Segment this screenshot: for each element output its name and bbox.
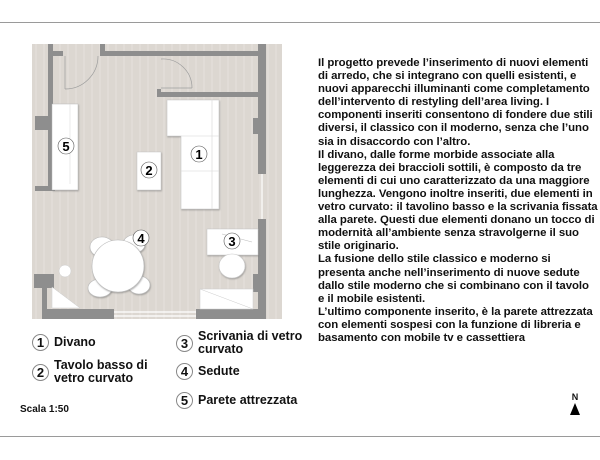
legend-label: Sedute [198, 364, 240, 378]
north-indicator [568, 393, 582, 415]
plan-marker-4 [133, 230, 149, 246]
svg-text:4: 4 [137, 231, 145, 246]
plan-marker-2 [141, 162, 157, 178]
plan-marker-3 [224, 233, 240, 249]
legend-item-divano [32, 334, 96, 351]
tavolo [92, 240, 144, 292]
north-label: N [571, 392, 579, 402]
bottom-rule [0, 436, 600, 437]
svg-text:3: 3 [228, 234, 236, 249]
scale-label: Scala 1:50 [20, 404, 69, 415]
legend-badge: 1 [32, 334, 49, 351]
description-paragraph: L’ultimo componente inserito, è la parete attrezzata con elementi sospesi con la funzione di libreria e basamento con mobile tv e cassettiera [318, 305, 593, 344]
project-description [318, 57, 598, 345]
top-rule [0, 22, 600, 23]
description-paragraph: Il divano, dalle forme morbide associate alla leggerezza dei braccioli sottili, è composto da tre elementi di cui uno caratterizzato da una maggiore lunghezza. Vengono inoltre inseriti, due elementi in vetro curvato: il tavolino basso e la scrivania fissata alla parete. Questi due elementi donano un tocco di modernità all’ambiente senza stravolgerne il suo stile originario. [318, 148, 598, 253]
legend-label: Divano [54, 335, 96, 349]
svg-text:5: 5 [62, 139, 70, 154]
plan-marker-5 [58, 138, 74, 154]
legend-item-tavolo-basso [32, 359, 162, 385]
legend-label: Tavolo basso di vetro curvato [54, 358, 148, 385]
floor-plan [32, 44, 282, 319]
svg-text:1: 1 [195, 147, 203, 162]
legend-label: Parete attrezzata [198, 393, 298, 407]
legend-badge: 4 [176, 363, 193, 380]
svg-text:2: 2 [145, 163, 153, 178]
legend-item-sedute [176, 363, 240, 380]
north-arrow-icon [570, 403, 580, 415]
legend-badge: 3 [176, 335, 193, 352]
description-paragraph: La fusione dello stile classico e moderno si presenta anche nell’inserimento di nuove sedute dallo stile moderno che si combinano con il tavolo e il mobile esistenti. [318, 253, 589, 305]
legend-badge: 5 [176, 392, 193, 409]
description-paragraph: Il progetto prevede l’inserimento di nuovi elementi di arredo, che si integrano con quelli esistenti, e nuovi apparecchi illuminanti come completamento dell’intervento di restyling dell’area living. I componenti inseriti consentono di fondere due stili diversi, il classico con il moderno, senza che l’uno sia in disaccordo con l’altro. [318, 57, 593, 148]
legend-badge: 2 [32, 364, 49, 381]
legend-label: Scrivania di vetro curvato [198, 329, 303, 356]
sedia-scrivania [219, 254, 245, 278]
plan-marker-1 [191, 146, 207, 162]
legend-item-scrivania [176, 330, 306, 356]
legend-item-parete-attrezzata [176, 392, 297, 409]
lampada [59, 265, 71, 277]
